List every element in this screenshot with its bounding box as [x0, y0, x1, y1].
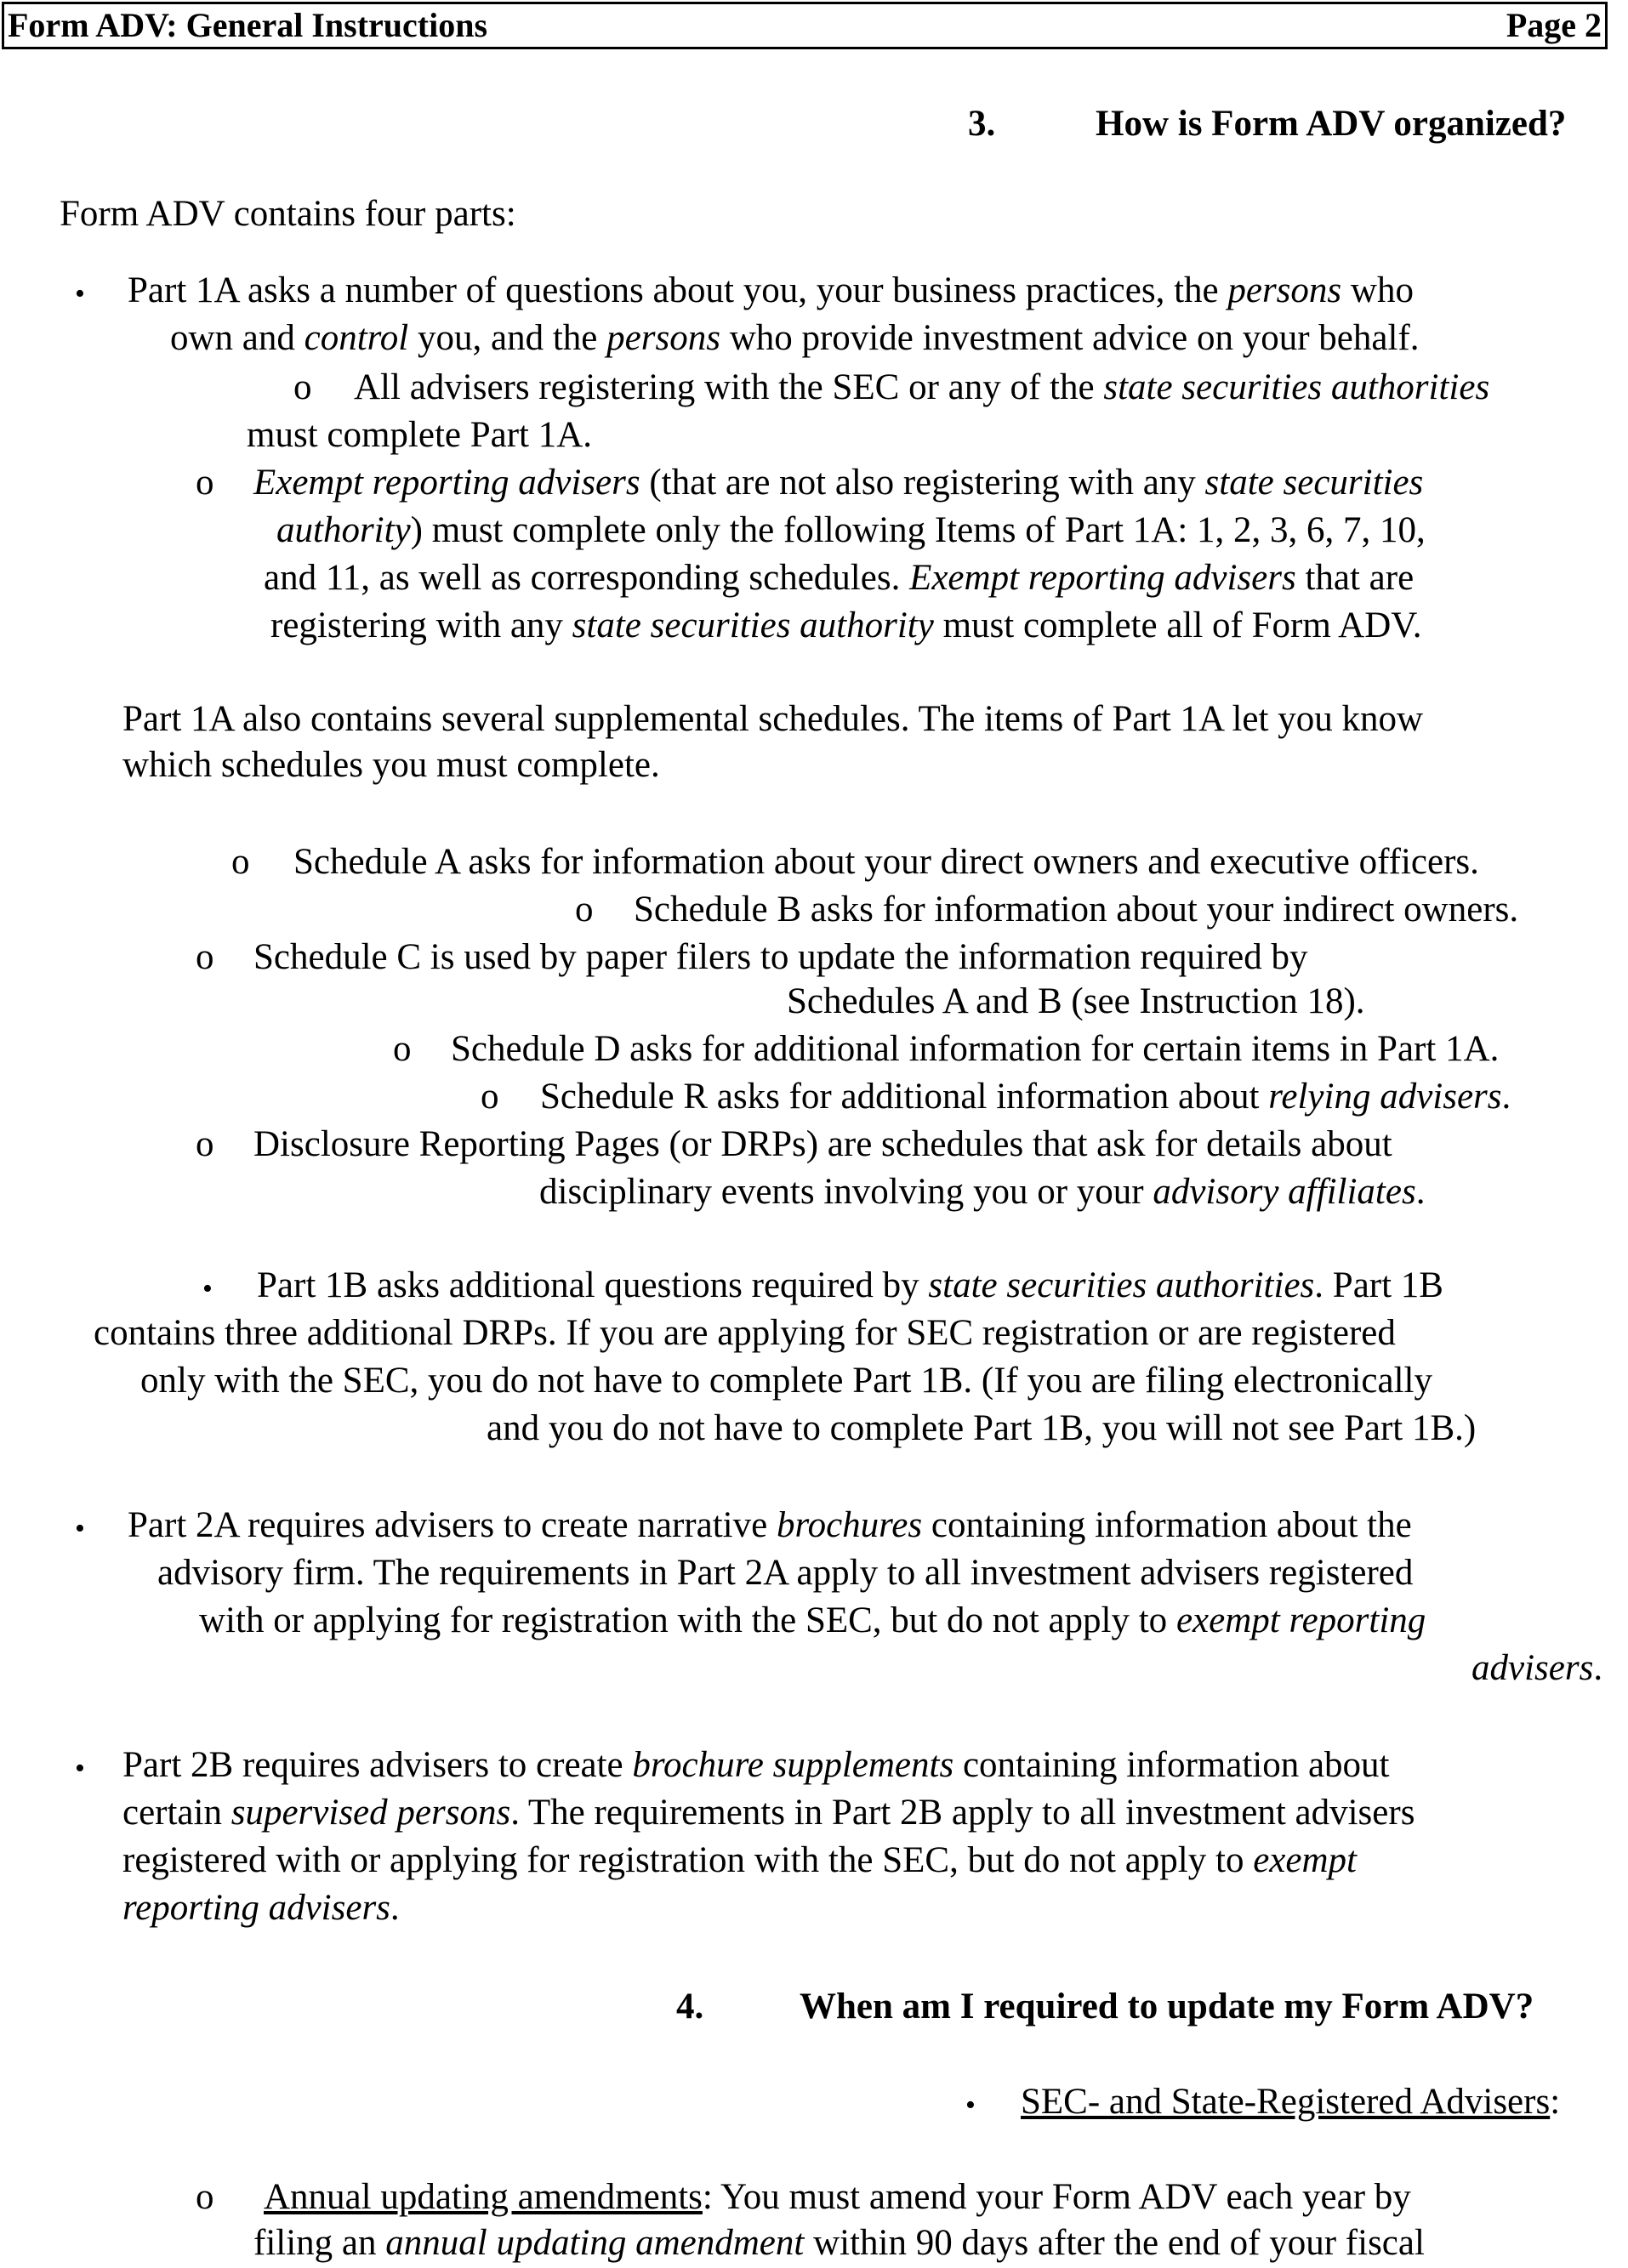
part2b-line2: certain supervised persons. The requirements in Part 2B apply to all investment advisers [122, 1793, 1415, 1833]
circle-bullet-icon: o [293, 367, 312, 407]
circle-bullet-icon: o [481, 1077, 499, 1117]
part1a-sub2-line3: and 11, as well as corresponding schedules. Exempt reporting advisers that are [264, 558, 1415, 598]
part2a-line4: advisers. [1471, 1648, 1603, 1688]
section-4-number: 4. [676, 1987, 704, 2026]
section-3-number: 3. [968, 104, 996, 144]
bullet-icon: • [202, 1273, 213, 1305]
part2a-line1: Part 2A requires advisers to create narrative brochures containing information about the [128, 1505, 1412, 1545]
circle-bullet-icon: o [196, 937, 214, 977]
part1a-supplemental-line1: Part 1A also contains several supplemental schedules. The items of Part 1A let you know [122, 699, 1423, 739]
drp-line1: Disclosure Reporting Pages (or DRPs) are schedules that ask for details about [253, 1124, 1392, 1164]
annual-amendments-line1: Annual updating amendments: You must amend your Form ADV each year by [264, 2177, 1411, 2217]
schedule-a-text: Schedule A asks for information about your direct owners and executive officers. [293, 842, 1479, 882]
part2a-line3: with or applying for registration with the SEC, but do not apply to exempt reporting [199, 1600, 1426, 1640]
circle-bullet-icon: o [575, 890, 594, 929]
circle-bullet-icon: o [231, 842, 250, 882]
intro-text: Form ADV contains four parts: [60, 194, 516, 234]
part2b-line4: reporting advisers. [122, 1888, 400, 1928]
header-title: Form ADV: General Instructions [8, 6, 488, 44]
part1a-sub2-line1: Exempt reporting advisers (that are not also registering with any state securities [253, 463, 1424, 503]
part1b-line4: and you do not have to complete Part 1B, you will not see Part 1B.) [487, 1408, 1477, 1448]
page-header [2, 2, 1608, 49]
part1b-line2: contains three additional DRPs. If you are applying for SEC registration or are registered [94, 1313, 1396, 1353]
part1a-supplemental-line2: which schedules you must complete. [122, 745, 660, 785]
bullet-icon: • [75, 1513, 85, 1544]
section-3-title: How is Form ADV organized? [1096, 104, 1567, 144]
part1b-line3: only with the SEC, you do not have to complete Part 1B. (If you are filing electronically [140, 1361, 1432, 1401]
part1a-sub2-line2: authority) must complete only the following Items of Part 1A: 1, 2, 3, 6, 7, 10, [276, 510, 1426, 550]
schedule-r-text: Schedule R asks for additional information about relying advisers. [540, 1077, 1511, 1117]
part2b-line3: registered with or applying for registration with the SEC, but do not apply to exempt [122, 1840, 1357, 1880]
part2b-line1: Part 2B requires advisers to create brochure supplements containing information about [122, 1745, 1390, 1785]
annual-amendments-line2: filing an annual updating amendment within 90 days after the end of your fiscal [253, 2223, 1425, 2263]
part2a-line2: advisory firm. The requirements in Part 2A apply to all investment advisers registered [157, 1553, 1414, 1593]
circle-bullet-icon: o [196, 463, 214, 503]
part1a-sub1-line2: must complete Part 1A. [247, 415, 593, 455]
bullet-icon: • [75, 278, 85, 310]
part1b-line1: Part 1B asks additional questions required by state securities authorities. Part 1B [257, 1265, 1443, 1305]
drp-line2: disciplinary events involving you or your advisory affiliates. [539, 1172, 1426, 1212]
part1a-sub2-line4: registering with any state securities authority must complete all of Form ADV. [270, 605, 1422, 645]
circle-bullet-icon: o [196, 1124, 214, 1164]
bullet-icon: • [965, 2089, 976, 2121]
schedule-b-text: Schedule B asks for information about your indirect owners. [634, 890, 1519, 929]
part1a-line2: own and control you, and the persons who provide investment advice on your behalf. [170, 318, 1420, 358]
sec-state-registered-heading: SEC- and State-Registered Advisers: [1021, 2082, 1561, 2122]
circle-bullet-icon: o [196, 2177, 214, 2217]
header-page-number: Page 2 [1506, 6, 1602, 44]
schedule-d-text: Schedule D asks for additional information for certain items in Part 1A. [451, 1029, 1500, 1069]
schedule-c-line2: Schedules A and B (see Instruction 18). [787, 981, 1365, 1021]
schedule-c-line1: Schedule C is used by paper filers to update the information required by [253, 937, 1308, 977]
part1a-line1: Part 1A asks a number of questions about you, your business practices, the persons who [128, 270, 1414, 310]
circle-bullet-icon: o [393, 1029, 412, 1069]
bullet-icon: • [75, 1753, 85, 1784]
part1a-sub1-line1: All advisers registering with the SEC or any of the state securities authorities [354, 367, 1490, 407]
section-4-title: When am I required to update my Form ADV? [800, 1987, 1534, 2026]
